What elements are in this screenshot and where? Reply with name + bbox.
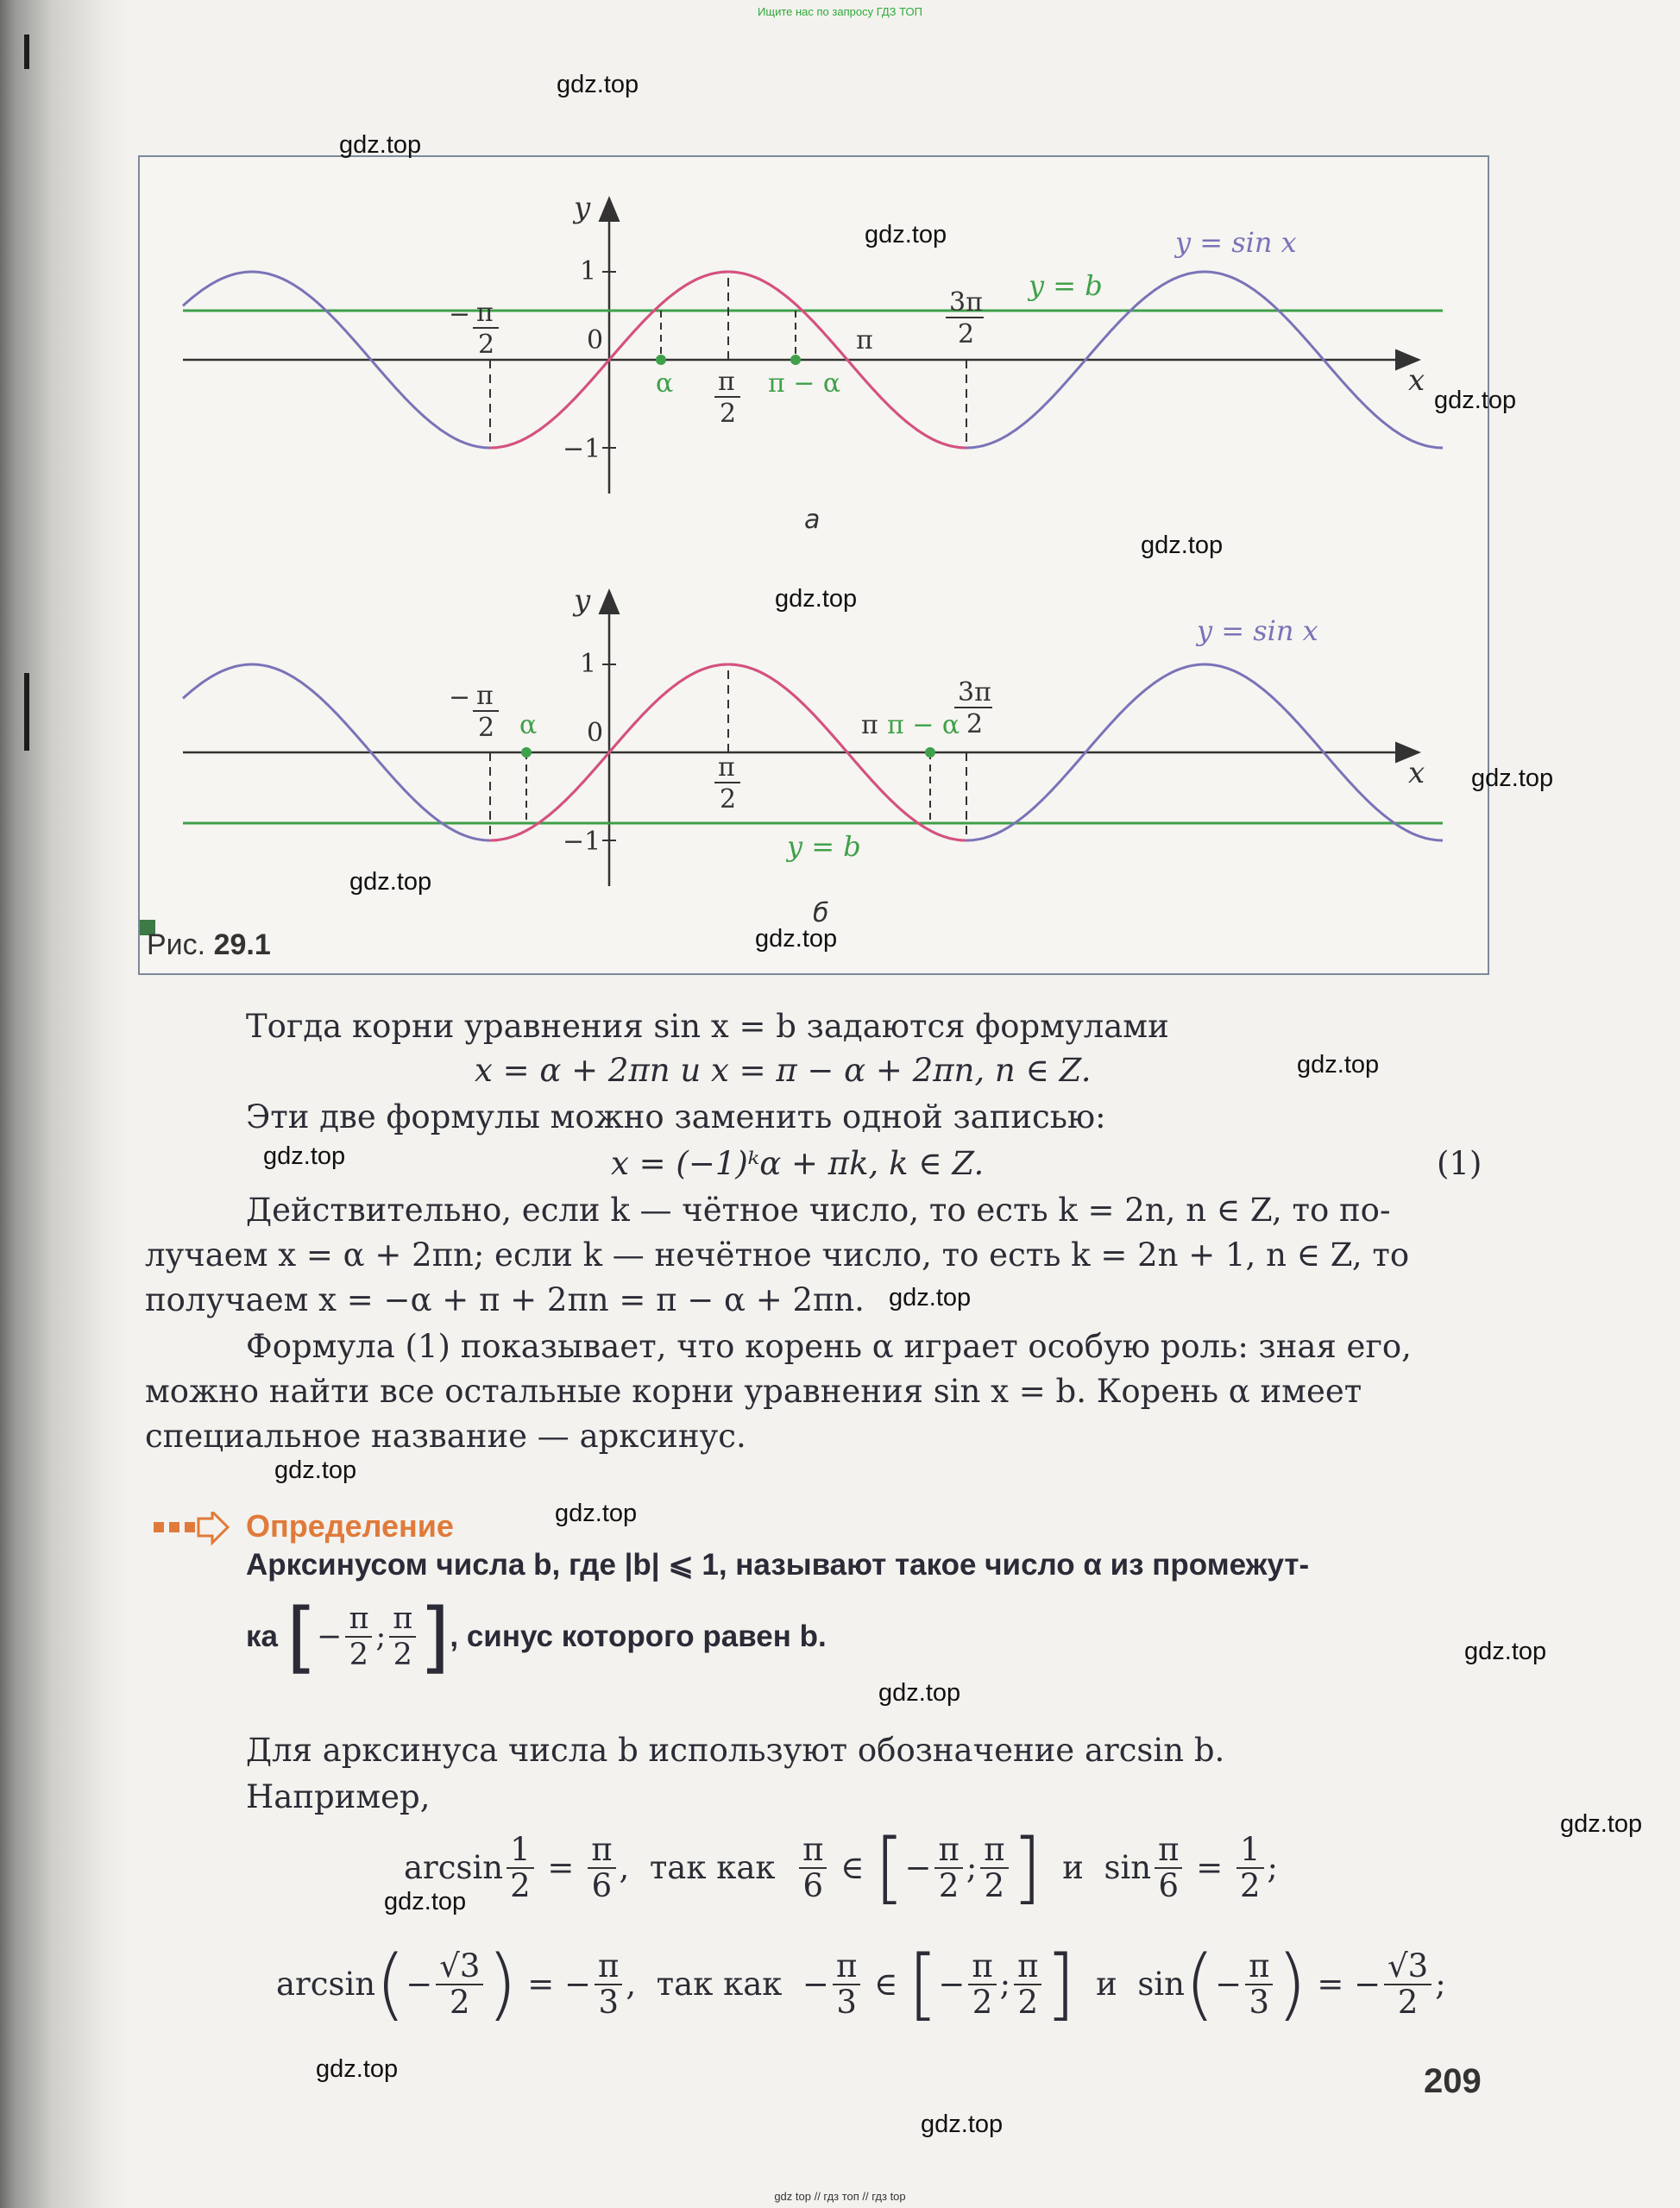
watermark: gdz.top xyxy=(921,2110,1004,2138)
watermark: gdz.top xyxy=(865,221,947,248)
definition-arrow-icon xyxy=(154,1512,231,1546)
spine-mark xyxy=(24,35,29,69)
line-label: y = b xyxy=(787,830,861,863)
formula-1-number: (1) xyxy=(1437,1145,1482,1182)
pi-num: π xyxy=(476,298,494,328)
panel-label-b: б xyxy=(813,898,829,928)
bottom-note: gdz top // гдз топ // гдз top xyxy=(774,2190,906,2203)
origin-label: 0 xyxy=(587,718,604,748)
page-number: 209 xyxy=(1424,2062,1482,2100)
watermark: gdz.top xyxy=(274,1456,357,1484)
x-label: x xyxy=(1408,363,1425,398)
interval-right: $\frac{\pi}{2}$ xyxy=(389,1601,416,1672)
bracket-right: ] xyxy=(419,1591,450,1683)
top-note: Ищите нас по запросу ГДЗ ТОП xyxy=(758,5,922,18)
para3-line2: лучаем x = α + 2πn; если k — нечётное число, то есть k = 2n + 1, n ∈ Z, то xyxy=(145,1236,1410,1274)
para2-line1: Эти две формулы можно заменить одной записью: xyxy=(246,1098,1106,1135)
three-pi-den: 2 xyxy=(958,319,975,349)
watermark: gdz.top xyxy=(349,868,432,896)
example-1: arcsin $\frac{1}{2}$ = $\frac{\pi}{6}$ , так как $\frac{\pi}{6}$ ∈ [ − $\frac{\pi}{2}$ ; $\frac{\pi}{2}$ ] и sin $\frac{\pi}{6}$ = $\frac{1}{2}$ ; xyxy=(404,1822,1278,1913)
book-spine-shadow xyxy=(0,0,129,2208)
three-pi-num: 3π xyxy=(949,287,983,318)
definition-title: Определение xyxy=(246,1508,454,1544)
x-label: x xyxy=(1408,756,1425,790)
para1-line2: x = α + 2πn и x = π − α + 2πn, n ∈ Z. xyxy=(475,1052,1092,1089)
figure-caption-prefix: Рис. xyxy=(147,928,206,961)
tick-label-minus-1: −1 xyxy=(563,434,601,464)
pi-den: 2 xyxy=(478,330,495,360)
bracket-left: [ xyxy=(286,1591,318,1683)
watermark: gdz.top xyxy=(1471,764,1554,792)
curve-label: y = sin x xyxy=(1175,226,1297,259)
definition-line2: ка [ − $\frac{\pi}{2}$ ; $\frac{\pi}{2}$ ] , синус которого равен b. xyxy=(246,1591,827,1683)
pi-den: 2 xyxy=(720,784,737,815)
origin-label: 0 xyxy=(587,325,604,355)
line-label: y = b xyxy=(1029,269,1103,302)
watermark: gdz.top xyxy=(1141,532,1224,559)
tick-label-minus-1: −1 xyxy=(563,827,601,857)
point-pi-minus-alpha xyxy=(925,747,935,758)
figure-29-1 xyxy=(138,155,1489,975)
pi-label: π xyxy=(861,710,878,740)
alpha-label: α xyxy=(519,710,538,740)
panel-label-a: а xyxy=(804,505,821,535)
point-pi-minus-alpha xyxy=(790,355,801,365)
formula-1: x = (−1)ᵏα + πk, k ∈ Z. xyxy=(611,1145,985,1182)
watermark: gdz.top xyxy=(775,585,858,613)
watermark: gdz.top xyxy=(339,131,422,159)
para4-line2: можно найти все остальные корни уравнения sin x = b. Корень α имеет xyxy=(145,1373,1362,1410)
pi-num: π xyxy=(718,367,735,397)
para3-line1: Действительно, если k — чётное число, то есть k = 2n, n ∈ Z, то по- xyxy=(246,1192,1391,1229)
definition-line2-suffix: , синус которого равен b. xyxy=(450,1620,827,1653)
spine-mark xyxy=(24,673,29,751)
watermark: gdz.top xyxy=(384,1888,467,1915)
panel-a xyxy=(183,191,1443,535)
figure-caption xyxy=(147,928,271,962)
three-pi-den: 2 xyxy=(966,709,984,739)
sine-graphs xyxy=(140,157,1488,973)
curve-label: y = sin x xyxy=(1197,614,1318,647)
watermark: gdz.top xyxy=(263,1142,346,1170)
interval-left: $\frac{\pi}{2}$ xyxy=(345,1601,372,1672)
para1-line1: Тогда корни уравнения sin x = b задаются формулами xyxy=(246,1008,1169,1045)
watermark: gdz.top xyxy=(1464,1638,1547,1665)
pi-label: π xyxy=(856,325,873,355)
watermark: gdz.top xyxy=(316,2055,399,2083)
minus-sign: − xyxy=(449,299,471,330)
watermark: gdz.top xyxy=(555,1500,638,1527)
pi-minus-alpha-label: π − α xyxy=(887,710,960,740)
tick-label-1: 1 xyxy=(580,649,597,679)
y-label: y xyxy=(574,583,591,618)
alpha-label: α xyxy=(656,368,674,399)
pi-num: π xyxy=(476,681,494,711)
watermark: gdz.top xyxy=(878,1679,961,1707)
para4-line1: Формула (1) показывает, что корень α играет особую роль: зная его, xyxy=(246,1328,1412,1365)
pi-den: 2 xyxy=(720,399,737,429)
pi-num: π xyxy=(718,752,735,783)
watermark: gdz.top xyxy=(1297,1051,1380,1079)
watermark: gdz.top xyxy=(889,1284,972,1312)
para5-line1: Для арксинуса числа b используют обозначение arcsin b. xyxy=(246,1732,1225,1769)
watermark: gdz.top xyxy=(1560,1810,1643,1838)
para5-line2: Например, xyxy=(246,1778,431,1815)
example-2: arcsin ( − $\frac{√3}{2}$ ) = − $\frac{\pi}{3}$ , так как − $\frac{\pi}{3}$ ∈ [ − $\frac{\pi}{2}$ ; $\frac{\pi}{2}$ ] и sin ( − $\frac{\pi}{3}$ ) = − $\frac{√3}{2}$ ; xyxy=(276,1939,1446,2029)
y-label: y xyxy=(574,191,591,225)
definition-line1: Арксинусом числа b, где |b| ⩽ 1, называют такое число α из промежут- xyxy=(246,1548,1310,1582)
watermark: gdz.top xyxy=(557,71,639,98)
pi-minus-alpha-label: π − α xyxy=(768,368,841,399)
point-alpha xyxy=(521,747,532,758)
definition-line2-prefix: ка xyxy=(246,1620,278,1653)
minus-sign: − xyxy=(449,683,471,713)
point-alpha xyxy=(656,355,666,365)
figure-caption-number: 29.1 xyxy=(213,928,271,961)
watermark: gdz.top xyxy=(1434,387,1517,414)
pi-den: 2 xyxy=(478,713,495,743)
tick-label-1: 1 xyxy=(580,256,597,286)
three-pi-num: 3π xyxy=(958,677,991,708)
para4-line3: специальное название — арксинус. xyxy=(145,1418,746,1455)
para3-line3: получаем x = −α + π + 2πn = π − α + 2πn. xyxy=(145,1281,865,1318)
watermark: gdz.top xyxy=(755,925,838,953)
